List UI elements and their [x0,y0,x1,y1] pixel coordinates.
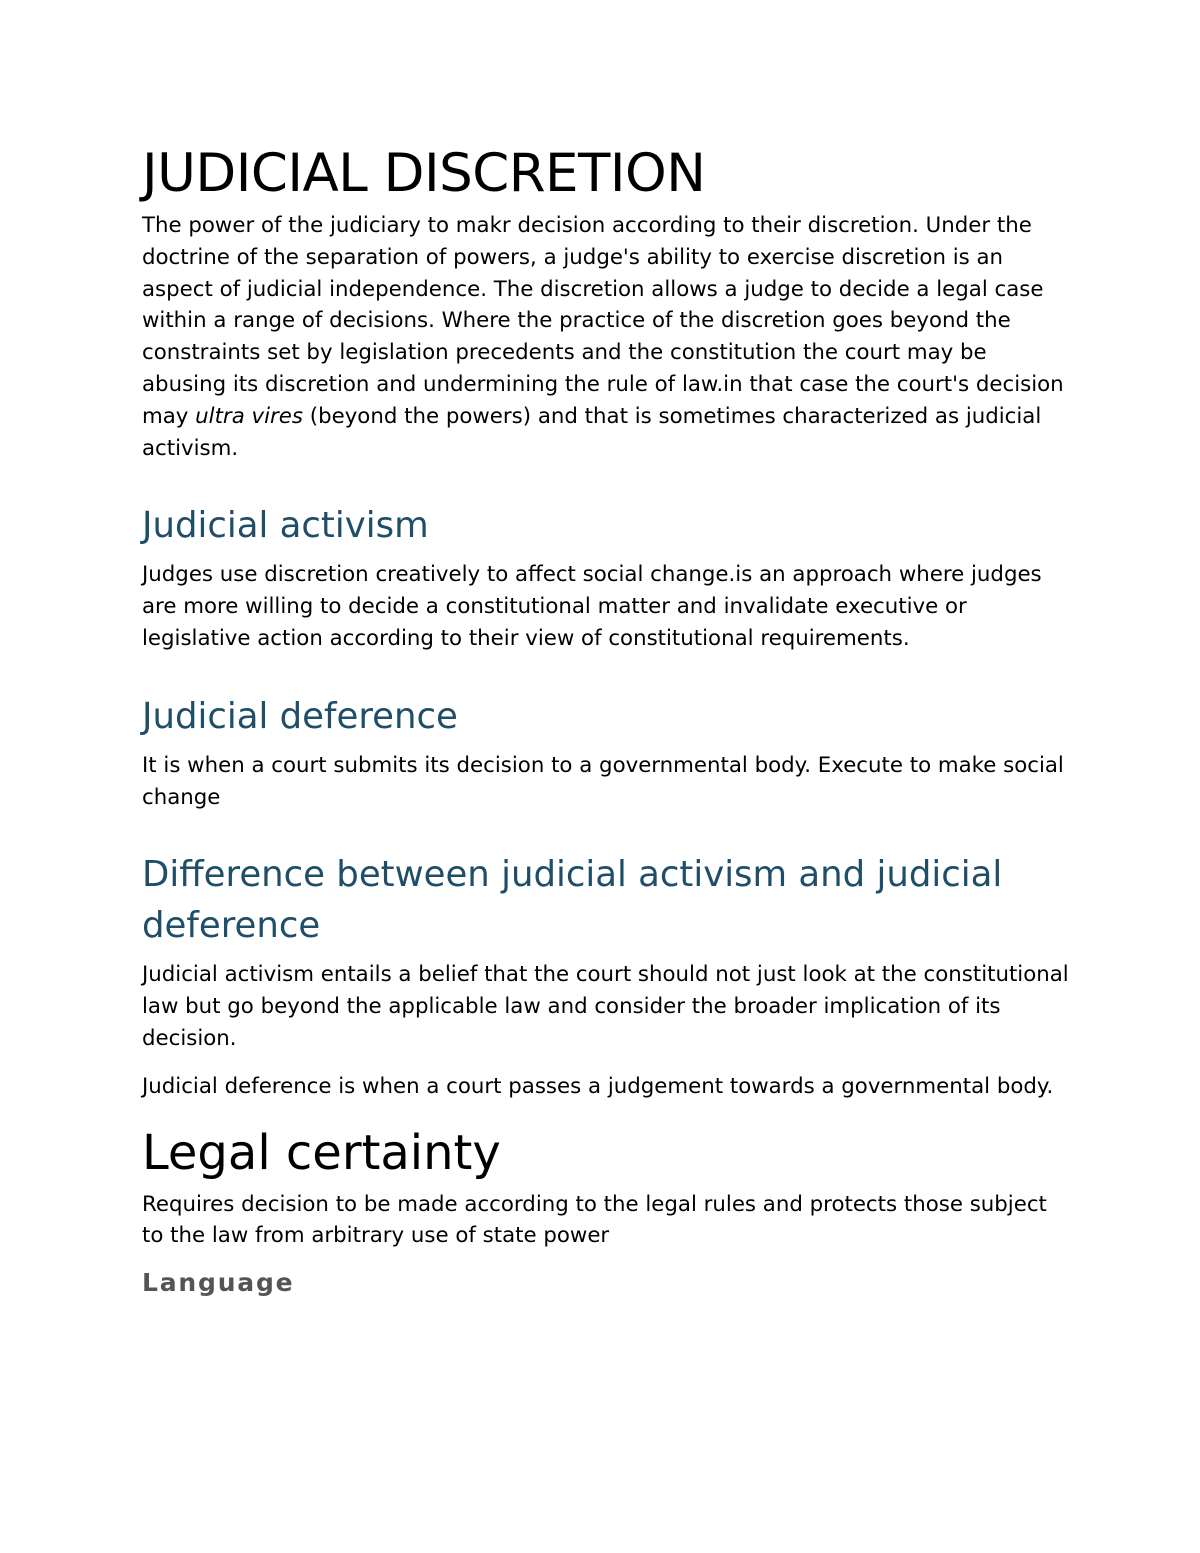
intro-italic-term: ultra vires [195,403,303,429]
intro-text-part2: (beyond the powers) and that is sometimes characterized as judicial activism. [142,403,1042,461]
intro-paragraph [142,210,1072,464]
document-page [142,140,1072,1300]
document-title: JUDICIAL DISCRETION [142,143,706,204]
heading-legal-certainty: Legal certainty [142,1124,501,1181]
heading-judicial-deference: Judicial deference [142,695,458,737]
heading-judicial-activism: Judicial activism [142,505,429,547]
difference-paragraph-2: Judicial deference is when a court passes a judgement towards a governmental body. [142,1073,1054,1099]
heading-language: Language [142,1268,295,1298]
activism-paragraph: Judges use discretion creatively to affect social change.is an approach where judges are more willing to decide a constitutional matter and invalidate executive or legislative action according to their view of constitutional requirements. [142,562,1042,651]
heading-difference: Difference between judicial activism and judicial deference [142,854,1003,947]
certainty-paragraph: Requires decision to be made according to the legal rules and protects those subject to the law from arbitrary use of state power [142,1191,1047,1249]
intro-text-part1: The power of the judiciary to makr decision according to their discretion. Under the doctrine of the separation of powers, a judge's ability to exercise discretion is an aspect of judicial independence. The discretion allows a judge to decide a legal case within a range of decisions. Where the practice of the discretion goes beyond the constraints set by legislation precedents and the constitution the court may be abusing its discretion and undermining the rule of law.in that case the court's decision may [142,213,1064,429]
difference-paragraph-1: Judicial activism entails a belief that the court should not just look at the constitutional law but go beyond the applicable law and consider the broader implication of its decision. [142,962,1069,1051]
deference-paragraph: It is when a court submits its decision to a governmental body. Execute to make social change [142,752,1064,810]
